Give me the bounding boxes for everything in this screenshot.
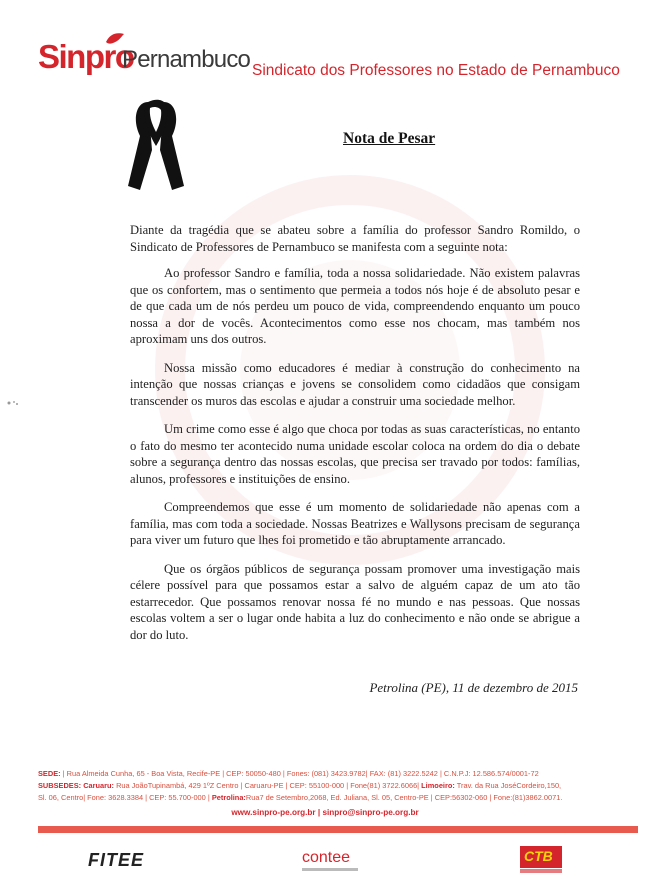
logo-sinpro-text: Sinpro — [38, 38, 134, 75]
footer-petrolina-line — [38, 792, 638, 804]
logo-pernambuco-text: Pernambuco — [122, 46, 251, 73]
signature-date: Petrolina (PE), 11 de dezembro de 2015 — [369, 680, 578, 695]
sede-text: | Rua Almeida Cunha, 65 - Boa Vista, Recife-PE | CEP: 50050-480 | Fones: (081) 3423.9782| FAX: (81) 3222.5242 | C.N.P.J: 12.586.574/0001-72 — [62, 769, 539, 778]
subsedes-text: Rua JoãoTupinambá, 429 1ºZ Centro | Caruaru-PE | CEP: 55100-000 | Fone(81) 3722.6066| — [116, 781, 420, 791]
scan-speck — [6, 400, 20, 406]
body-paragraph: Ao professor Sandro e família, toda a nossa solidariedade. Não existem palavras que os confortem, mas o sentimento que permeia a todos nós hoje é de absoluto pesar e de que cada um de nós perdeu um pouco de vida, compreendendo enquanto um pouco nossa a dor de vocês. Acontecimentos como esse nos chocam, mas também nos aproximam uns dos outros. — [130, 266, 580, 346]
mourning-ribbon-icon — [126, 98, 186, 192]
subsedes-label: SUBSEDES: — [38, 781, 82, 791]
contee-logo: contee — [302, 849, 351, 866]
line3-text: Sl. 06, Centro| Fone: 3628.3384 | CEP: 55.700-000 | — [38, 793, 210, 803]
footer-divider-bar — [38, 826, 638, 833]
body-paragraph: Nossa missão como educadores é mediar à construção do conhecimento na intenção que nossas crianças e jovens se consolidem como cidadãos que consigam transcender os muros das escolas e ajudar a construir uma sociedade melhor. — [130, 360, 580, 408]
caruaru-label: Caruaru: — [83, 781, 114, 791]
footer-addresses — [38, 768, 638, 805]
page-title: Nota de Pesar — [343, 130, 436, 147]
footer-contact-link[interactable]: www.sinpro-pe.org.br | sinpro@sinpro-pe.org.br — [231, 808, 419, 817]
sinpro-logo — [38, 34, 251, 82]
fitee-logo: FITEE — [88, 850, 145, 870]
footer-sede-line — [38, 768, 638, 780]
ctb-logo — [520, 846, 562, 874]
petrolina-text: Rua7 de Setembro,2068, Ed. Juliana, Sl. 05, Centro-PE | CEP:56302-060 | Fone:(81)3862.0071. — [245, 793, 563, 803]
body-paragraph: Um crime como esse é algo que choca por todas as suas características, no entanto o fato do mesmo ter acontecido numa unidade escolar coloca na ordem do dia o debate sobre a segurança dentro das nossas escolas, que precisa ser travado por todos: famílias, alunos, professores e instituições de ensino. — [130, 422, 580, 486]
letter-body — [130, 222, 580, 655]
ctb-logo-text: CTB — [524, 848, 553, 864]
header-tagline: Sindicato dos Professores no Estado de Pernambuco — [252, 62, 620, 79]
body-paragraph: Que os órgãos públicos de segurança possam promover uma investigação mais célere possível para que possamos estar a salvo de alguém capaz de um ato tão estarrecedor. Que possamos renovar nossa fé no mundo e nas pessoas. Que nossas escolas voltem a ser o lugar onde habita a luz do conhecimento e não onde se abrigue a dor do luto. — [130, 561, 580, 642]
limoeiro-label: Limoeiro: — [421, 781, 455, 791]
petrolina-label: Petrolina: — [211, 793, 246, 803]
intro-paragraph: Diante da tragédia que se abateu sobre a família do professor Sandro Romildo, o Sindicato de Professores de Pernambuco se manifesta com a seguinte nota: — [130, 223, 580, 254]
sede-label: SEDE: — [38, 769, 61, 778]
contee-logo-subtitle — [302, 868, 358, 871]
ctb-logo-subtitle — [520, 869, 562, 873]
body-paragraph: Compreendemos que esse é um momento de solidariedade não apenas com a família, mas com toda a sociedade. Nossas Beatrizes e Wallysons precisam de segurança para viver um futuro que lhes foi prometido e tão abruptamente arrancado. — [130, 500, 580, 547]
limoeiro-text: Trav. da Rua JoséCordeiro,150, — [456, 781, 562, 791]
footer-subsedes-line — [38, 780, 638, 792]
